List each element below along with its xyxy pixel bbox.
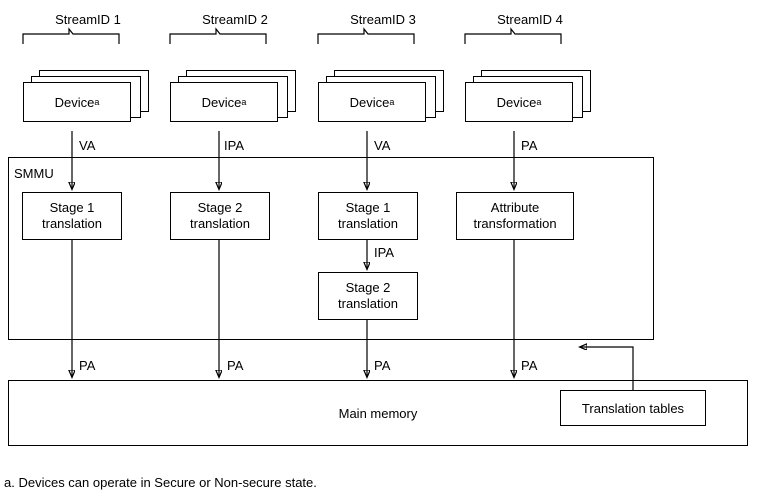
device-stack-4 — [465, 70, 595, 130]
edge-label-out-pa-3: PA — [374, 358, 391, 373]
device-stack-2 — [170, 70, 300, 130]
device-footnote-marker-1: a — [94, 97, 100, 107]
device-box-4 — [465, 82, 573, 122]
edge-label-ipa-mid-3: IPA — [374, 245, 394, 260]
stream-id-label-1: StreamID 1 — [55, 12, 121, 27]
stage-box-4 — [456, 192, 574, 240]
device-label-2: Device — [201, 94, 242, 110]
edge-label-pa-4: PA — [521, 138, 538, 153]
stage-box-3b — [318, 272, 418, 320]
device-box-2 — [170, 82, 278, 122]
device-box-1 — [23, 82, 131, 122]
edge-label-out-pa-2: PA — [227, 358, 244, 373]
edge-label-va-1: VA — [79, 138, 96, 153]
translation-tables-box — [560, 390, 706, 426]
edge-label-va-3: VA — [374, 138, 391, 153]
device-footnote-marker-3: a — [389, 97, 395, 107]
stage-box-1-line2: translation — [42, 216, 102, 231]
device-label-4: Device — [496, 94, 537, 110]
translation-tables-label: Translation tables — [581, 400, 685, 416]
stage-box-4-line1: Attribute — [490, 200, 540, 215]
stage-box-3-line2: translation — [338, 216, 398, 231]
main-memory-label: Main memory — [338, 405, 418, 421]
smmu-label: SMMU — [14, 166, 54, 181]
footnote-text: a. Devices can operate in Secure or Non-secure state. — [4, 475, 317, 490]
stream-id-label-2: StreamID 2 — [202, 12, 268, 27]
device-label-1: Device — [54, 94, 95, 110]
stage-box-3-line1: Stage 1 — [345, 200, 391, 215]
stage-box-2 — [170, 192, 270, 240]
device-footnote-marker-4: a — [536, 97, 542, 107]
stage-box-4-line2: transformation — [473, 216, 557, 231]
stream-id-label-3: StreamID 3 — [350, 12, 416, 27]
stage-box-3 — [318, 192, 418, 240]
stage-box-3b-line1: Stage 2 — [345, 280, 391, 295]
device-stack-1 — [23, 70, 153, 130]
device-label-3: Device — [349, 94, 390, 110]
stage-box-3b-line2: translation — [338, 296, 398, 311]
device-stack-3 — [318, 70, 448, 130]
edge-label-out-pa-4: PA — [521, 358, 538, 373]
device-footnote-marker-2: a — [241, 97, 247, 107]
edge-label-ipa-2: IPA — [224, 138, 244, 153]
stage-box-2-line2: translation — [190, 216, 250, 231]
edge-label-out-pa-1: PA — [79, 358, 96, 373]
stage-box-2-line1: Stage 2 — [197, 200, 243, 215]
stage-box-1-line1: Stage 1 — [49, 200, 95, 215]
device-box-3 — [318, 82, 426, 122]
stage-box-1 — [22, 192, 122, 240]
stream-id-label-4: StreamID 4 — [497, 12, 563, 27]
